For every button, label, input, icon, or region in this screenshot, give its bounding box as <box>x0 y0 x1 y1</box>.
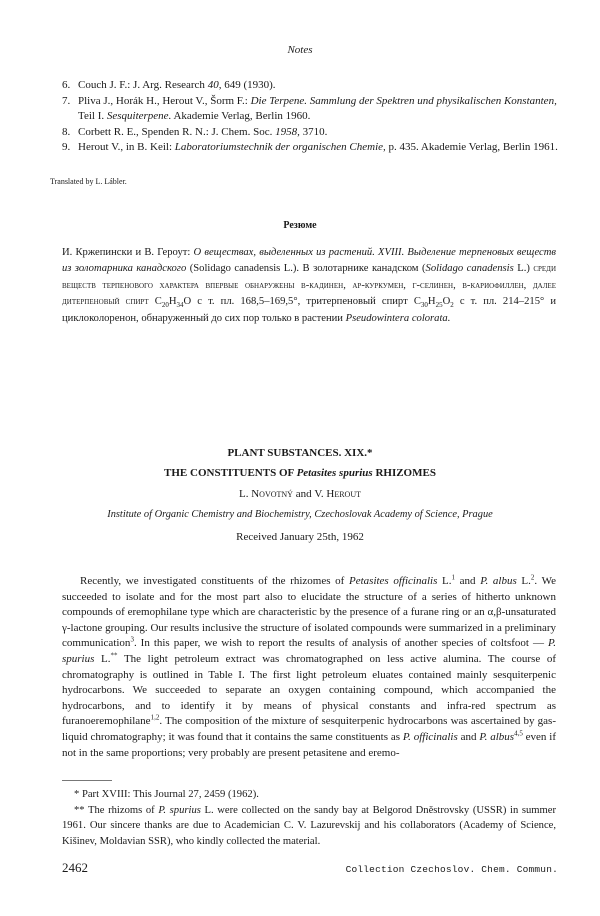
resume-authors: И. Кржепински и В. Героут: <box>62 247 191 258</box>
journal-footer: Collection Czechoslov. Chem. Commun. <box>345 864 558 875</box>
article-title-line2: THE CONSTITUENTS OF Petasites spurius RHIZOMES <box>164 467 436 479</box>
reference-text: Herout V., in B. Keil: Laboratoriumstechnik der organischen Chemie, p. 435. Akademie Verlag, Berlin 1961. <box>78 141 558 153</box>
paragraph: Recently, we investigated constituents of the rhizomes of Petasites officinalis L.$^1$ and P. albus L.$^2$. We succeeded to isolate and for the most part also to elucidate the structure of a series of hitherto unknown compounds of eremophilane type which are characteristic by the presence of a furane ring or an α,β-unsaturated γ-lactone grouping. Our results inclusive the structure of isolated compounds were summarized in a preliminary communication$^3$. In this paper, we wish to report the results of analysis of another species of coltsfoot — P. spurius L.** The light petroleum extract was chromatographed on less active alumina. The course of chromatography is outlined in Table I. The first light petroleum eluates contained mainly sesquiterpenic hydrocarbons. We succeeded to separate an oxygen containing compound, which accompanied the hydrocarbons, and to identify it by means of physical constants and infra-red spectrum as furanoeremophilane$^{1,2}$. The composition of the mixture of sesquiterpenic hydrocarbons was ascertained by gas-liquid chromatography; it was found that it contains the same constituents as P. officinalis and P. albus$^{4,5}$ even if not in the same proportions; very probably are present petasitene and eremo- <box>62 573 557 759</box>
resume-title: О веществах, выделенных из растений. XVIII. Выделение терпеновых веществ из золотарника канадского <box>62 247 556 275</box>
reference-item <box>62 78 562 94</box>
article-title <box>0 443 600 483</box>
footnote: * Part XVIII: This Journal 27, 2459 (1962). <box>74 789 259 800</box>
page-number: 2462 <box>62 860 88 875</box>
reference-text: Pliva J., Horák H., Herout V., Šorm F.: Die Terpene. Sammlung der Spektren und physikalischen Konstanten, Teil I. Sesquiterpene. Akademie Verlag, Berlin 1960. <box>78 94 557 122</box>
body-text <box>62 574 556 761</box>
affiliation: Institute of Organic Chemistry and Biochemistry, Czechoslovak Academy of Science, Prague <box>107 509 493 520</box>
reference-number: 6. <box>62 79 71 91</box>
article-authors: L. Novotný and V. Herout <box>239 488 361 500</box>
translator-note: Translated by L. Lábler. <box>50 177 127 186</box>
footnote: ** The rhizoms of P. spurius L. were collected on the sandy bay at Belgorod Dněstrovsky (USSR) in summer 1961. Our sincere thanks are due to Academician C. V. Lazurevskij and his collaborators (Academy of Science, Kišinev, Moldavian SSR), who kindly collected the material. <box>62 804 556 847</box>
article-title-line1: PLANT SUBSTANCES. XIX.* <box>227 447 373 459</box>
reference-item <box>62 140 562 156</box>
received-date: Received January 25th, 1962 <box>236 531 364 543</box>
footnote-divider <box>62 780 112 781</box>
running-head: Notes <box>287 44 313 56</box>
reference-number: 8. <box>62 125 71 138</box>
reference-item <box>62 94 562 125</box>
reference-number: 7. <box>62 94 71 107</box>
reference-text: Couch J. F.: J. Arg. Research 40, 649 (1930). <box>78 79 276 91</box>
reference-text: Corbett R. E., Spenden R. N.: J. Chem. Soc. 1958, 3710. <box>78 125 328 138</box>
reference-item <box>62 125 562 141</box>
resume-abstract: И. Кржепински и В. Героут: О веществах, выделенных из растений. XVIII. Выделение терпеновых веществ из золотарника канадского (Solidago canadensis L.). В золотарнике канадском (Solidago canadensis L.) среди веществ терпенового характера впервые обнаружены β-кадинен, ар-куркумен, γ-селинен, β-кариофиллен, далее дитерпеновый спирт $C_{20}H_{34}O$ с т. пл. 168,5–169,5°, тритерпеновый спирт $C_{30}H_{25}O_2$ с т. пл. 214–215° и циклоколоренон, обнаруженный до сих пор только в растении Pseudowintera colorata. <box>62 247 557 324</box>
footnotes <box>62 787 556 849</box>
reference-number: 9. <box>62 141 71 153</box>
reference-list <box>62 78 562 156</box>
resume-heading: Резюме <box>283 220 317 231</box>
